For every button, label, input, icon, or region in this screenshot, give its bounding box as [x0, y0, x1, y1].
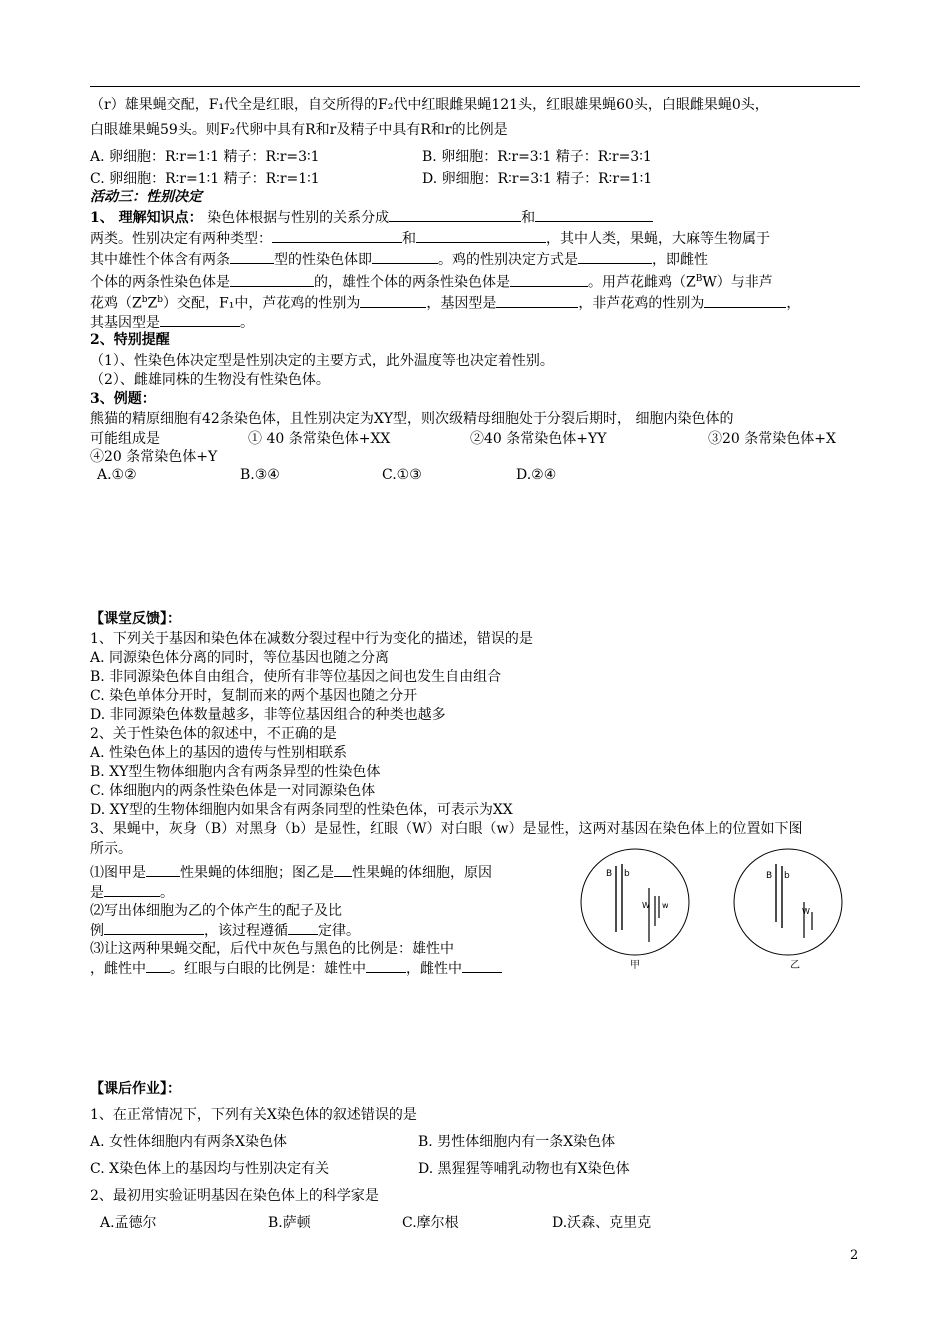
knowledge-text: 。用芦花雌鸡（Z [588, 274, 696, 291]
example-option-d: D.②④ [516, 467, 557, 483]
figure-label-jia: 甲 [630, 960, 640, 971]
question-text: ⑴图甲是 [90, 865, 146, 881]
superscript: b [157, 295, 163, 305]
knowledge-text: 两类。性别决定有两种类型： [90, 231, 272, 247]
gene-label-b: b [784, 871, 790, 881]
blank[interactable] [462, 958, 502, 973]
blank[interactable] [272, 228, 402, 243]
homework-q2-d: D.沃森、克里克 [552, 1215, 652, 1231]
knowledge-text: 和 [402, 231, 416, 247]
figure-label-yi: 乙 [790, 960, 800, 971]
knowledge-text: 的，雄性个体的两条性染色体是 [314, 274, 510, 291]
knowledge-text: 个体的两条性染色体是 [90, 274, 230, 291]
fruit-fly-chromosome-figure [578, 846, 878, 974]
knowledge-line6 [90, 312, 254, 332]
knowledge-line4 [90, 270, 773, 292]
feedback-q3-2-cont [90, 920, 360, 940]
cell-jia-outline [581, 849, 689, 955]
blank[interactable] [288, 920, 318, 935]
feedback-q3-2: ⑵写出体细胞为乙的个体产生的配子及比 [90, 903, 342, 919]
gene-label-W: W [642, 901, 650, 910]
blank[interactable] [146, 958, 170, 973]
knowledge-text: 。鸡的性别决定方式是 [438, 252, 578, 268]
feedback-q2-c: C. 体细胞内的两条性染色体是一对同源染色体 [90, 783, 376, 799]
feedback-q2-a: A. 性染色体上的基因的遗传与性别相联系 [90, 745, 348, 761]
superscript: B [695, 274, 703, 284]
blank[interactable] [704, 293, 786, 308]
knowledge-label: 1、 理解知识点： [90, 210, 203, 226]
example-line1: 熊猫的精原细胞有42条染色体，且性别决定为XY型，则次级精母细胞处于分裂后期时， 细胞内染色体的 [90, 411, 734, 427]
example-item-1: ① 40 条常染色体+XX [248, 431, 391, 447]
blank[interactable] [389, 207, 521, 222]
knowledge-text: 其基因型是 [90, 315, 160, 331]
feedback-q1-b: B. 非同源染色体自由组合，使所有非等位基因之间也发生自由组合 [90, 669, 502, 685]
feedback-q2-d: D. XY型的生物体细胞内如果含有两条同型的性染色体，可表示为XX [90, 802, 513, 818]
knowledge-text: ， [786, 295, 801, 312]
knowledge-line1 [90, 207, 653, 227]
feedback-title: 【课堂反馈】： [90, 611, 181, 627]
question-text: 性果蝇的体细胞，原因 [352, 865, 492, 881]
example-option-b: B.③④ [240, 467, 280, 483]
blank[interactable] [496, 293, 578, 308]
question-text: ，雌性中 [90, 961, 146, 977]
activity3-title: 活动三：性别决定 [90, 189, 202, 205]
feedback-q1: 1、下列关于基因和染色体在减数分裂过程中行为变化的描述，错误的是 [90, 631, 533, 647]
prev-option-c: C. 卵细胞：R∶r=1∶1 精子：R∶r=1∶1 [90, 171, 320, 187]
feedback-q3-3-cont [90, 958, 502, 978]
prev-option-a: A. 卵细胞：R∶r=1∶1 精子：R∶r=3∶1 [90, 149, 320, 165]
knowledge-text: ，非芦花鸡的性别为 [578, 295, 705, 312]
knowledge-text: 和 [521, 210, 536, 226]
homework-q2-c: C.摩尔根 [402, 1215, 459, 1231]
homework-q1-b: B. 男性体细胞内有一条X染色体 [418, 1134, 616, 1150]
feedback-q1-c: C. 染色单体分开时，复制而来的两个基因也随之分开 [90, 688, 418, 704]
feedback-q3-line1: 3、果蝇中，灰身（B）对黑身（b）是显性，红眼（W）对白眼（w）是显性，这两对基因在染色体上的位置如下图 [90, 821, 803, 837]
feedback-q3-3: ⑶让这两种果蝇交配，后代中灰色与黑色的比例是：雄性中 [90, 941, 454, 957]
question-text: 是 [90, 885, 104, 901]
blank[interactable] [535, 207, 653, 222]
gene-label-w: w [662, 901, 669, 910]
blank[interactable] [104, 920, 204, 935]
homework-q2-b: B.萨顿 [268, 1215, 311, 1231]
example-item-3: ③20 条常染色体+X [708, 431, 836, 447]
knowledge-text: 花鸡（Z [90, 295, 142, 312]
blank[interactable] [360, 293, 426, 308]
feedback-q3-line2: 所示。 [90, 841, 132, 857]
question-text: 例 [90, 923, 104, 939]
example-item-2: ②40 条常染色体+YY [470, 431, 607, 447]
homework-q2-a: A.孟德尔 [100, 1215, 157, 1231]
page-number: 2 [850, 1248, 859, 1263]
knowledge-text: 其中雄性个体含有两条 [90, 252, 230, 268]
question-text: 。 [160, 885, 174, 901]
knowledge-text: Z [147, 295, 158, 312]
superscript: b [141, 295, 148, 305]
feedback-q1-d: D. 非同源染色体数量越多，非等位基因组合的种类也越多 [90, 707, 446, 723]
knowledge-text: 型的性染色体即 [274, 252, 372, 268]
gene-label-b: b [624, 869, 630, 879]
prev-option-b: B. 卵细胞：R∶r=3∶1 精子：R∶r=3∶1 [422, 149, 652, 165]
tip-1: （1）、性染色体决定型是性别决定的主要方式，此外温度等也决定着性别。 [90, 353, 554, 369]
knowledge-line5 [90, 291, 800, 313]
prev-option-d: D. 卵细胞：R∶r=3∶1 精子：R∶r=1∶1 [422, 171, 653, 187]
question-text: ，该过程遵循 [204, 923, 288, 939]
homework-title: 【课后作业】： [90, 1081, 181, 1097]
knowledge-line3 [90, 249, 708, 269]
tip-2: （2）、雌雄同株的生物没有性染色体。 [90, 372, 330, 388]
homework-q2: 2、最初用实验证明基因在染色体上的科学家是 [90, 1188, 379, 1204]
knowledge-text: 。 [240, 315, 254, 331]
question-text: 。红眼与白眼的比例是：雄性中 [170, 961, 366, 977]
knowledge-line2 [90, 228, 770, 248]
example-line2-a: 可能组成是 [90, 431, 160, 447]
knowledge-text: ，即雌性 [652, 252, 708, 268]
header-rule [90, 86, 860, 87]
knowledge-text: ，基因型是 [426, 295, 497, 312]
example-option-c: C.①③ [382, 467, 422, 483]
blank[interactable] [416, 228, 546, 243]
feedback-q3-1-cont [90, 882, 174, 902]
knowledge-text: W）与非芦 [702, 274, 773, 291]
example-option-a: A.①② [97, 467, 137, 483]
gene-label-B: B [606, 869, 613, 879]
homework-q1-d: D. 黑猩猩等哺乳动物也有X染色体 [418, 1161, 630, 1177]
blank[interactable] [104, 882, 160, 897]
homework-q1-a: A. 女性体细胞内有两条X染色体 [90, 1134, 287, 1150]
question-text: ，雌性中 [406, 961, 462, 977]
prev-question-line1: （r）雄果蝇交配，F₁代全是红眼，自交所得的F₂代中红眼雌果蝇121头，红眼雄果蝇60头，白眼雌果蝇0头， [90, 97, 769, 113]
feedback-q1-a: A. 同源染色体分离的同时，等位基因也随之分离 [90, 650, 390, 666]
blank[interactable] [230, 249, 274, 264]
feedback-q2: 2、关于性染色体的叙述中，不正确的是 [90, 726, 337, 742]
knowledge-text: ）交配，F₁中，芦花鸡的性别为 [163, 295, 361, 312]
knowledge-text: ，其中人类，果蝇，大麻等生物属于 [546, 231, 770, 247]
gene-label-B: B [766, 871, 773, 881]
blank[interactable] [366, 958, 406, 973]
homework-q1-c: C. X染色体上的基因均与性别决定有关 [90, 1161, 330, 1177]
feedback-q2-b: B. XY型生物体细胞内含有两条异型的性染色体 [90, 764, 381, 780]
example-title: 3、例题： [90, 391, 156, 407]
knowledge-text: 染色体根据与性别的关系分成 [207, 210, 390, 226]
blank[interactable] [334, 862, 352, 877]
blank[interactable] [510, 272, 588, 287]
cell-yi-outline [734, 849, 842, 955]
blank[interactable] [578, 249, 652, 264]
feedback-q3-1 [90, 862, 492, 882]
blank[interactable] [146, 862, 180, 877]
gene-label-W: W [802, 907, 810, 916]
tip-title: 2、特别提醒 [90, 332, 170, 348]
blank[interactable] [160, 312, 240, 327]
blank[interactable] [372, 249, 438, 264]
example-item-4: ④20 条常染色体+Y [90, 449, 218, 465]
question-text: 定律。 [318, 923, 360, 939]
blank[interactable] [230, 272, 314, 287]
homework-q1: 1、在正常情况下，下列有关X染色体的叙述错误的是 [90, 1107, 417, 1123]
prev-question-line2: 白眼雄果蝇59头。则F₂代卵中具有R和r及精子中具有R和r的比例是 [90, 122, 508, 138]
question-text: 性果蝇的体细胞；图乙是 [180, 865, 334, 881]
